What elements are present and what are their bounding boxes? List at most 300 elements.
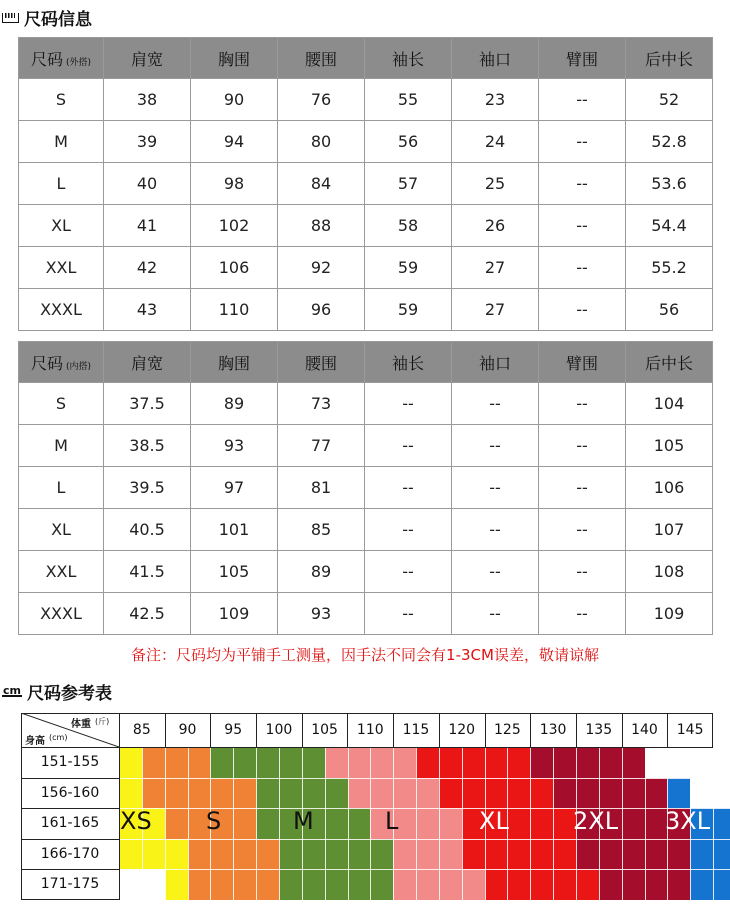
size-zone-cell — [690, 778, 713, 809]
size-cell: XXL — [19, 551, 104, 593]
grid-line — [645, 747, 646, 900]
size-zone-cell — [348, 869, 371, 900]
measure-cell: 102 — [191, 205, 278, 247]
size-zone-cell — [370, 869, 393, 900]
weight-axis-label: 体重 — [71, 719, 91, 730]
measure-cell: 38 — [104, 79, 191, 121]
size-zone-cell — [142, 869, 165, 900]
table-row — [19, 593, 713, 635]
measure-cell: 73 — [278, 383, 365, 425]
size-zone-cell — [439, 747, 462, 778]
weight-label: 100 — [265, 722, 293, 738]
measure-cell: 104 — [626, 383, 713, 425]
size-info-title — [2, 5, 92, 30]
weight-label: 130 — [539, 722, 567, 738]
size-zone-cell — [530, 747, 553, 778]
measure-cell: 55 — [365, 79, 452, 121]
size-cell: L — [19, 467, 104, 509]
size-zone-cell — [645, 869, 668, 900]
measure-cell: -- — [452, 425, 539, 467]
column-header: 袖口 — [452, 38, 539, 79]
size-zone-cell — [462, 778, 485, 809]
grid-line — [553, 747, 554, 900]
measure-cell: 58 — [365, 205, 452, 247]
measure-cell: 93 — [191, 425, 278, 467]
size-zone-cell — [348, 839, 371, 870]
measure-cell: -- — [539, 79, 626, 121]
size-zone-cell — [667, 747, 690, 778]
weight-label: 95 — [224, 722, 243, 738]
size-zone-cell — [416, 839, 439, 870]
measure-cell: 93 — [278, 593, 365, 635]
size-cell: XXXL — [19, 593, 104, 635]
measure-cell: 56 — [626, 289, 713, 331]
measure-cell: 85 — [278, 509, 365, 551]
measure-cell: 39.5 — [104, 467, 191, 509]
measure-cell: -- — [365, 425, 452, 467]
grid-line — [119, 839, 730, 840]
measure-cell: 59 — [365, 247, 452, 289]
size-zone-cell — [576, 839, 599, 870]
size-zone-cell — [645, 839, 668, 870]
weight-label: 115 — [402, 722, 430, 738]
size-header-tag: (外搭) — [65, 57, 92, 68]
size-cell: XL — [19, 205, 104, 247]
size-zone-cell — [439, 869, 462, 900]
measure-cell: 40.5 — [104, 509, 191, 551]
measure-cell: -- — [365, 467, 452, 509]
table-row — [19, 247, 713, 289]
size-info-title-text: 尺码信息 — [24, 10, 92, 30]
size-zone-cell — [325, 839, 348, 870]
grid-line — [416, 747, 417, 900]
measure-cell: 98 — [191, 163, 278, 205]
size-zone-cell — [439, 808, 462, 839]
size-cell: M — [19, 121, 104, 163]
table-row — [19, 79, 713, 121]
measure-cell: 84 — [278, 163, 365, 205]
grid-line — [279, 747, 280, 900]
size-zone-cell — [256, 839, 279, 870]
measure-cell: -- — [452, 383, 539, 425]
grid-line — [348, 747, 349, 900]
size-zone-cell — [165, 839, 188, 870]
size-zone-label: XL — [479, 807, 509, 835]
size-zone-cell — [622, 778, 645, 809]
column-header: 肩宽 — [104, 38, 191, 79]
measure-cell: 56 — [365, 121, 452, 163]
size-zone-cell — [416, 747, 439, 778]
size-zone-cell — [485, 747, 508, 778]
column-header: 肩宽 — [104, 342, 191, 383]
size-zone-cell — [416, 869, 439, 900]
size-zone-cell — [142, 778, 165, 809]
size-cell: S — [19, 79, 104, 121]
size-zone-cell — [165, 869, 188, 900]
size-zone-cell — [713, 808, 730, 839]
weight-axis-unit: (斤) — [95, 717, 110, 726]
size-reference-title — [2, 679, 112, 704]
column-header: 后中长 — [626, 38, 713, 79]
size-zone-cell — [713, 839, 730, 870]
size-column-header — [19, 342, 104, 383]
grid-line — [188, 747, 189, 900]
table-row — [19, 551, 713, 593]
weight-label: 85 — [132, 722, 151, 738]
outer-size-table — [18, 37, 713, 331]
size-zone-cell — [530, 839, 553, 870]
size-zone-cell — [667, 869, 690, 900]
size-zone-cell — [622, 839, 645, 870]
measure-cell: 110 — [191, 289, 278, 331]
size-zone-cell — [690, 747, 713, 778]
size-cell: S — [19, 383, 104, 425]
size-zone-cell — [348, 808, 371, 839]
size-zone-cell — [210, 747, 233, 778]
size-zone-cell — [279, 747, 302, 778]
measure-cell: 107 — [626, 509, 713, 551]
grid-line — [119, 869, 730, 870]
size-zone-cell — [530, 808, 553, 839]
height-axis-label: 身高 — [25, 736, 45, 747]
height-axis-unit: (cm) — [49, 733, 68, 742]
table-row — [19, 289, 713, 331]
size-cell: M — [19, 425, 104, 467]
size-zone-cell — [370, 839, 393, 870]
grid-line — [233, 747, 234, 900]
size-zone-cell — [393, 869, 416, 900]
measure-cell: 105 — [626, 425, 713, 467]
size-zone-cell — [119, 747, 142, 778]
measure-cell: -- — [539, 205, 626, 247]
size-zone-cell — [507, 778, 530, 809]
table-row — [19, 383, 713, 425]
header-bottom-line — [21, 747, 713, 748]
table-row — [19, 425, 713, 467]
size-zone-cell — [507, 869, 530, 900]
size-zone-cell — [713, 747, 730, 778]
size-zone-cell — [302, 778, 325, 809]
column-header: 袖长 — [365, 342, 452, 383]
size-zone-cell — [553, 778, 576, 809]
measure-cell: 24 — [452, 121, 539, 163]
measure-cell: -- — [539, 289, 626, 331]
size-zone-cell — [142, 747, 165, 778]
size-zone-cell — [530, 869, 553, 900]
size-zone-cell — [393, 747, 416, 778]
cm-icon: cm — [3, 684, 21, 697]
size-reference-chart — [21, 713, 713, 900]
weight-label: 125 — [494, 722, 521, 738]
measure-cell: 92 — [278, 247, 365, 289]
size-zone-cell — [485, 869, 508, 900]
measure-cell: 54.4 — [626, 205, 713, 247]
height-label: 171-175 — [40, 876, 100, 893]
measure-cell: 109 — [191, 593, 278, 635]
height-label: 156-160 — [40, 784, 100, 801]
size-header-label: 尺码 — [30, 49, 63, 69]
size-zone-cell — [302, 839, 325, 870]
measure-cell: 97 — [191, 467, 278, 509]
size-zone-cell — [188, 778, 211, 809]
size-zone-cell — [325, 778, 348, 809]
size-header-label: 尺码 — [30, 353, 63, 373]
size-cell: XXL — [19, 247, 104, 289]
measure-cell: -- — [452, 509, 539, 551]
size-zone-cell — [645, 747, 668, 778]
measurement-note: 备注：尺码均为平铺手工测量，因手法不同会有1-3CM误差，敬请谅解 — [131, 646, 599, 664]
measure-cell: 77 — [278, 425, 365, 467]
measure-cell: 59 — [365, 289, 452, 331]
measure-cell: 42.5 — [104, 593, 191, 635]
grid-line — [325, 747, 326, 900]
size-zone-cell — [279, 869, 302, 900]
measure-cell: 41 — [104, 205, 191, 247]
measure-cell: 81 — [278, 467, 365, 509]
size-zone-cell — [256, 869, 279, 900]
grid-line — [530, 747, 531, 900]
size-zone-cell — [233, 869, 256, 900]
measure-cell: -- — [539, 425, 626, 467]
size-zone-cell — [256, 778, 279, 809]
size-zone-cell — [256, 808, 279, 839]
size-zone-cell — [599, 869, 622, 900]
size-zone-cell — [256, 747, 279, 778]
grid-line — [165, 747, 166, 900]
grid-line — [622, 747, 623, 900]
measure-cell: 52 — [626, 79, 713, 121]
measure-cell: -- — [365, 593, 452, 635]
table-row — [19, 467, 713, 509]
size-zone-label: 3XL — [665, 807, 711, 835]
size-zone-cell — [439, 839, 462, 870]
measure-cell: 53.6 — [626, 163, 713, 205]
size-zone-cell — [119, 778, 142, 809]
weight-label: 140 — [631, 722, 658, 738]
column-header: 袖口 — [452, 342, 539, 383]
height-label: 151-155 — [40, 754, 100, 770]
measure-cell: 27 — [452, 247, 539, 289]
size-zone-cell — [233, 839, 256, 870]
size-cell: XXXL — [19, 289, 104, 331]
size-zone-cell — [142, 839, 165, 870]
measure-cell: -- — [539, 247, 626, 289]
size-zone-cell — [622, 869, 645, 900]
column-header: 臂围 — [539, 342, 626, 383]
size-zone-cell — [416, 778, 439, 809]
measure-cell: 27 — [452, 289, 539, 331]
size-zone-cell — [507, 747, 530, 778]
size-zone-cell — [348, 778, 371, 809]
size-zone-cell — [462, 747, 485, 778]
size-zone-cell — [119, 839, 142, 870]
measure-cell: 76 — [278, 79, 365, 121]
size-zone-cell — [210, 778, 233, 809]
size-zone-cell — [690, 839, 713, 870]
measure-cell: -- — [365, 509, 452, 551]
size-zone-cell — [325, 808, 348, 839]
measure-cell: -- — [365, 551, 452, 593]
measure-cell: 109 — [626, 593, 713, 635]
size-zone-cell — [165, 747, 188, 778]
size-column-header — [19, 38, 104, 79]
size-cell: L — [19, 163, 104, 205]
size-zone-cell — [348, 747, 371, 778]
weight-label: 145 — [676, 722, 704, 738]
table-row — [19, 163, 713, 205]
measure-cell: -- — [539, 121, 626, 163]
measure-cell: 42 — [104, 247, 191, 289]
measure-cell: -- — [539, 509, 626, 551]
measure-cell: 39 — [104, 121, 191, 163]
column-header: 胸围 — [191, 342, 278, 383]
measure-cell: -- — [539, 551, 626, 593]
column-header: 腰围 — [278, 342, 365, 383]
size-zone-cell — [667, 778, 690, 809]
size-zone-cell — [233, 778, 256, 809]
measure-cell: 38.5 — [104, 425, 191, 467]
size-zone-cell — [576, 869, 599, 900]
measure-cell: 37.5 — [104, 383, 191, 425]
table-row — [19, 509, 713, 551]
size-zone-cell — [576, 747, 599, 778]
measure-cell: -- — [452, 593, 539, 635]
size-zone-cell — [302, 747, 325, 778]
measure-cell: 96 — [278, 289, 365, 331]
column-header: 袖长 — [365, 38, 452, 79]
grid-line — [370, 747, 371, 900]
size-zone-cell — [210, 869, 233, 900]
table-row — [19, 121, 713, 163]
size-zone-cell — [507, 839, 530, 870]
grid-line — [439, 747, 440, 900]
ruler-icon — [2, 13, 19, 23]
measure-cell: -- — [452, 551, 539, 593]
measure-cell: 26 — [452, 205, 539, 247]
measure-cell: 55.2 — [626, 247, 713, 289]
grid-line — [713, 747, 714, 900]
size-zone-cell — [645, 778, 668, 809]
size-zone-cell — [302, 869, 325, 900]
size-zone-cell — [485, 839, 508, 870]
size-zone-cell — [370, 747, 393, 778]
size-zone-cell — [416, 808, 439, 839]
size-zone-cell — [233, 808, 256, 839]
size-zone-label: XS — [120, 807, 152, 835]
size-zone-cell — [188, 839, 211, 870]
measure-cell: 108 — [626, 551, 713, 593]
measure-cell: 106 — [626, 467, 713, 509]
weight-label: 90 — [178, 722, 197, 738]
measure-cell: 43 — [104, 289, 191, 331]
measure-cell: 40 — [104, 163, 191, 205]
measure-cell: 25 — [452, 163, 539, 205]
size-zone-cell — [599, 778, 622, 809]
size-zone-cell — [485, 778, 508, 809]
size-zone-label: L — [385, 807, 399, 835]
size-zone-label: 2XL — [573, 807, 619, 835]
size-zone-cell — [279, 778, 302, 809]
measure-cell: -- — [539, 163, 626, 205]
size-zone-cell — [667, 839, 690, 870]
measure-cell: 52.8 — [626, 121, 713, 163]
table-row — [19, 205, 713, 247]
size-zone-cell — [393, 839, 416, 870]
size-zone-cell — [713, 778, 730, 809]
weight-label: 110 — [356, 722, 384, 738]
weight-label: 120 — [448, 722, 476, 738]
measure-cell: 88 — [278, 205, 365, 247]
size-cell: XL — [19, 509, 104, 551]
measure-cell: -- — [365, 383, 452, 425]
size-zone-cell — [325, 869, 348, 900]
size-zone-cell — [393, 778, 416, 809]
measure-cell: 101 — [191, 509, 278, 551]
measure-cell: 106 — [191, 247, 278, 289]
measure-cell: 90 — [191, 79, 278, 121]
size-zone-cell — [462, 869, 485, 900]
size-zone-cell — [188, 747, 211, 778]
column-header: 腰围 — [278, 38, 365, 79]
weight-label: 105 — [311, 722, 338, 738]
size-zone-cell — [576, 778, 599, 809]
size-zone-cell — [119, 869, 142, 900]
size-zone-cell — [325, 747, 348, 778]
measure-cell: 89 — [278, 551, 365, 593]
column-header: 胸围 — [191, 38, 278, 79]
size-zone-cell — [599, 839, 622, 870]
measure-cell: -- — [539, 593, 626, 635]
size-header-tag: (内搭) — [65, 361, 92, 372]
size-zone-cell — [370, 778, 393, 809]
size-zone-cell — [165, 808, 188, 839]
size-zone-cell — [599, 747, 622, 778]
size-zone-label: S — [206, 807, 222, 835]
measure-cell: -- — [539, 383, 626, 425]
size-zone-label: M — [293, 807, 314, 835]
column-header: 后中长 — [626, 342, 713, 383]
grid-line — [256, 747, 257, 900]
size-zone-cell — [553, 839, 576, 870]
size-zone-cell — [690, 869, 713, 900]
measure-cell: -- — [452, 467, 539, 509]
size-zone-cell — [210, 839, 233, 870]
measure-cell: 23 — [452, 79, 539, 121]
size-zone-cell — [507, 808, 530, 839]
size-zone-cell — [530, 778, 553, 809]
measure-cell: 80 — [278, 121, 365, 163]
size-zone-cell — [622, 808, 645, 839]
measure-cell: 57 — [365, 163, 452, 205]
measure-cell: 89 — [191, 383, 278, 425]
measure-cell: -- — [539, 467, 626, 509]
height-label: 166-170 — [40, 845, 100, 862]
size-zone-cell — [439, 778, 462, 809]
inner-size-table — [18, 341, 713, 635]
size-zone-cell — [553, 747, 576, 778]
measure-cell: 105 — [191, 551, 278, 593]
size-zone-cell — [188, 869, 211, 900]
size-zone-cell — [462, 839, 485, 870]
measure-cell: 41.5 — [104, 551, 191, 593]
grid-line — [462, 747, 463, 900]
height-label: 161-165 — [40, 815, 100, 832]
measure-cell: 94 — [191, 121, 278, 163]
size-zone-cell — [279, 839, 302, 870]
column-header: 臂围 — [539, 38, 626, 79]
size-zone-cell — [165, 778, 188, 809]
size-zone-cell — [713, 869, 730, 900]
